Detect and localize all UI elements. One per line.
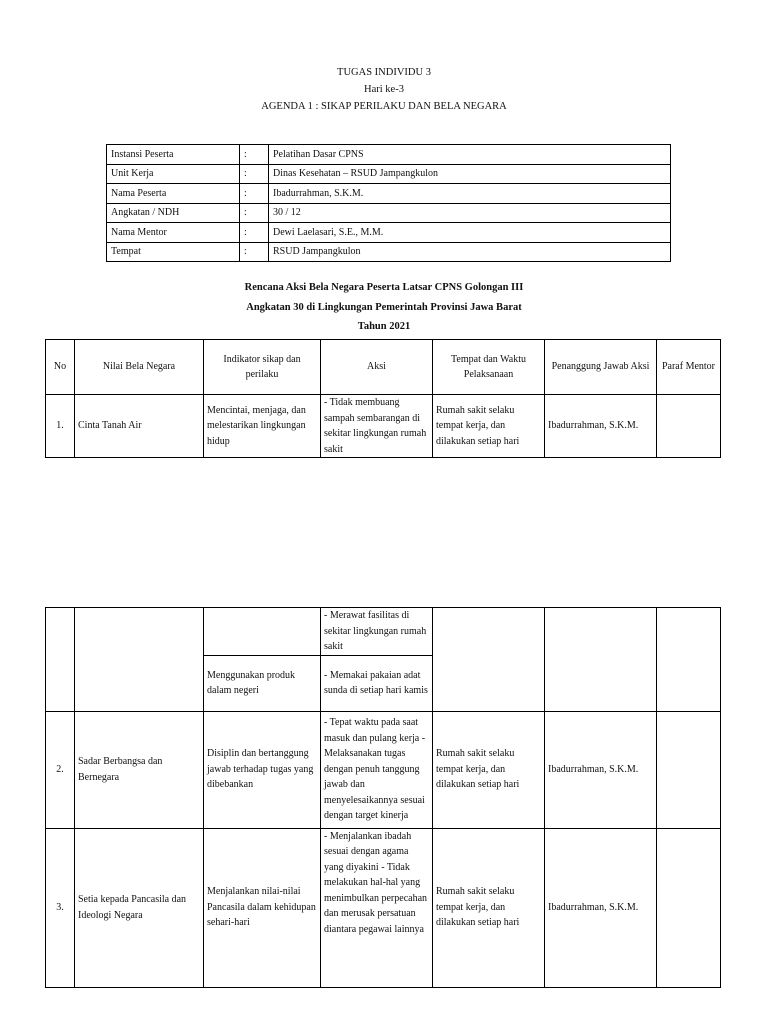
plan-title-line1: Rencana Aksi Bela Negara Peserta Latsar CPNS Golongan III bbox=[244, 282, 524, 293]
row-paraf bbox=[657, 608, 721, 712]
row-no: 1. bbox=[46, 395, 75, 458]
header-paraf: Paraf Mentor bbox=[657, 340, 721, 395]
info-separator: : bbox=[240, 242, 269, 262]
document-day: Hari ke-3 bbox=[364, 84, 404, 95]
table-row bbox=[46, 711, 721, 828]
row-paraf bbox=[657, 711, 721, 828]
plan-title-line3: Tahun 2021 bbox=[357, 321, 411, 332]
info-separator: : bbox=[240, 203, 269, 223]
row-aksi: - Merawat fasilitas di sekitar lingkungan rumah sakit bbox=[321, 608, 433, 656]
info-separator: : bbox=[240, 145, 269, 165]
header-nilai: Nilai Bela Negara bbox=[75, 340, 204, 395]
info-value: 30 / 12 bbox=[269, 203, 671, 223]
row-indikator: Disiplin dan bertanggung jawab terhadap tugas yang dibebankan bbox=[204, 711, 321, 828]
row-no: 3. bbox=[46, 828, 75, 987]
info-label: Instansi Peserta bbox=[107, 145, 240, 165]
row-penanggung-jawab: Ibadurrahman, S.K.M. bbox=[545, 395, 657, 458]
document-title: TUGAS INDIVIDU 3 bbox=[337, 67, 431, 78]
row-tempat: Rumah sakit selaku tempat kerja, dan dilakukan setiap hari bbox=[433, 828, 545, 987]
row-indikator: Mencintai, menjaga, dan melestarikan lingkungan hidup bbox=[204, 395, 321, 458]
info-row bbox=[107, 203, 671, 223]
info-value: RSUD Jampangkulon bbox=[269, 242, 671, 262]
row-indikator: Menggunakan produk dalam negeri bbox=[204, 655, 321, 711]
row-paraf bbox=[657, 828, 721, 987]
info-label: Tempat bbox=[107, 242, 240, 262]
info-row bbox=[107, 242, 671, 262]
row-penanggung-jawab bbox=[545, 608, 657, 712]
info-row bbox=[107, 223, 671, 243]
table-row bbox=[46, 395, 721, 458]
info-value: Ibadurrahman, S.K.M. bbox=[269, 184, 671, 204]
row-no: 2. bbox=[46, 711, 75, 828]
row-penanggung-jawab: Ibadurrahman, S.K.M. bbox=[545, 711, 657, 828]
table-header-row bbox=[46, 340, 721, 395]
row-nilai bbox=[75, 608, 204, 712]
header-aksi: Aksi bbox=[321, 340, 433, 395]
header-indikator: Indikator sikap dan perilaku bbox=[204, 340, 321, 395]
table-row bbox=[46, 608, 721, 656]
info-separator: : bbox=[240, 164, 269, 184]
row-tempat: Rumah sakit selaku tempat kerja, dan dilakukan setiap hari bbox=[433, 395, 545, 458]
row-aksi: - Memakai pakaian adat sunda di setiap hari kamis bbox=[321, 655, 433, 711]
row-paraf bbox=[657, 395, 721, 458]
info-value: Dewi Laelasari, S.E., M.M. bbox=[269, 223, 671, 243]
participant-info-table bbox=[106, 144, 671, 262]
info-row bbox=[107, 164, 671, 184]
row-no bbox=[46, 608, 75, 712]
row-tempat bbox=[433, 608, 545, 712]
row-tempat: Rumah sakit selaku tempat kerja, dan dilakukan setiap hari bbox=[433, 711, 545, 828]
info-row bbox=[107, 184, 671, 204]
row-aksi: - Tidak membuang sampah sembarangan di sekitar lingkungan rumah sakit bbox=[321, 395, 433, 458]
row-penanggung-jawab: Ibadurrahman, S.K.M. bbox=[545, 828, 657, 987]
table-row bbox=[46, 828, 721, 987]
row-nilai: Setia kepada Pancasila dan Ideologi Negara bbox=[75, 828, 204, 987]
action-plan-table-page1 bbox=[45, 339, 721, 458]
document-agenda: AGENDA 1 : SIKAP PERILAKU DAN BELA NEGARA bbox=[261, 101, 507, 112]
row-aksi: - Tepat waktu pada saat masuk dan pulang kerja - Melaksanakan tugas dengan penuh tanggung jawab dan menyelesaikannya sesuai dengan target kinerja bbox=[321, 711, 433, 828]
row-indikator: Menjalankan nilai-nilai Pancasila dalam kehidupan sehari-hari bbox=[204, 828, 321, 987]
info-label: Unit Kerja bbox=[107, 164, 240, 184]
header-penanggung-jawab: Penanggung Jawab Aksi bbox=[545, 340, 657, 395]
row-indikator bbox=[204, 608, 321, 656]
action-plan-table-page2 bbox=[45, 607, 721, 988]
header-no: No bbox=[46, 340, 75, 395]
info-separator: : bbox=[240, 184, 269, 204]
row-aksi: - Menjalankan ibadah sesuai dengan agama yang diyakini - Tidak melakukan hal-hal yang menimbulkan perpecahan dan merusak persatuan diantara pegawai lainnya bbox=[321, 828, 433, 987]
row-nilai: Sadar Berbangsa dan Bernegara bbox=[75, 711, 204, 828]
info-separator: : bbox=[240, 223, 269, 243]
info-label: Angkatan / NDH bbox=[107, 203, 240, 223]
row-nilai: Cinta Tanah Air bbox=[75, 395, 204, 458]
plan-title-line2: Angkatan 30 di Lingkungan Pemerintah Provinsi Jawa Barat bbox=[246, 302, 522, 313]
info-label: Nama Peserta bbox=[107, 184, 240, 204]
info-label: Nama Mentor bbox=[107, 223, 240, 243]
info-value: Dinas Kesehatan – RSUD Jampangkulon bbox=[269, 164, 671, 184]
info-value: Pelatihan Dasar CPNS bbox=[269, 145, 671, 165]
info-row bbox=[107, 145, 671, 165]
header-tempat: Tempat dan Waktu Pelaksanaan bbox=[433, 340, 545, 395]
